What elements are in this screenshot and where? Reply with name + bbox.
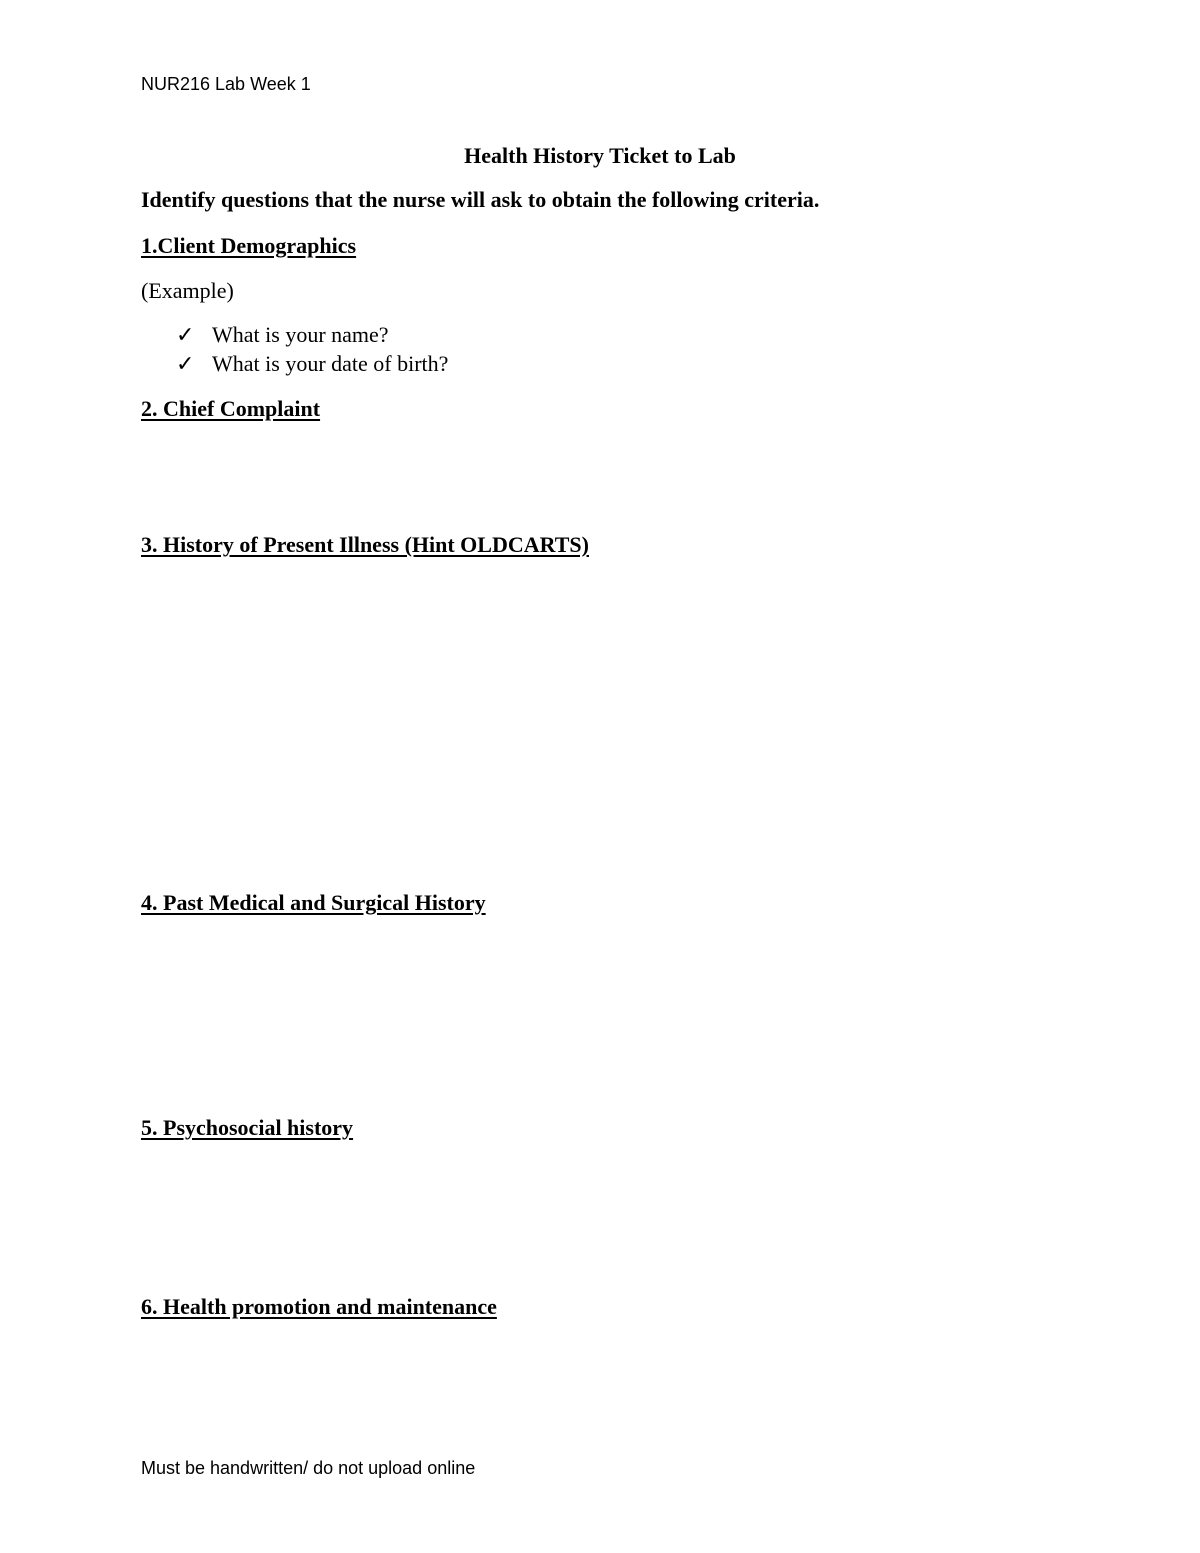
section-heading-psychosocial-history: 5. Psychosocial history [141, 1115, 354, 1140]
instructions-text: Identify questions that the nurse will ask to obtain the following criteria. [141, 187, 820, 212]
checkmark-icon: ✓ [176, 322, 195, 347]
section-heading-history-present-illness: 3. History of Present Illness (Hint OLDCARTS) [141, 532, 589, 557]
footer-note: Must be handwritten/ do not upload online [141, 1458, 476, 1478]
checkmark-icon: ✓ [176, 351, 195, 376]
page-header-course: NUR216 Lab Week 1 [141, 74, 311, 94]
section-heading-client-demographics: 1.Client Demographics [141, 233, 357, 258]
example-list-item [176, 351, 448, 377]
section-heading-chief-complaint: 2. Chief Complaint [141, 396, 321, 421]
example-list-item [176, 322, 389, 348]
example-label: (Example) [141, 278, 234, 303]
section-heading-health-promotion: 6. Health promotion and maintenance [141, 1294, 497, 1319]
example-question-birth-date: What is your date of birth? [212, 351, 449, 376]
section-heading-past-medical-surgical-history: 4. Past Medical and Surgical History [141, 890, 486, 915]
document-title: Health History Ticket to Lab [464, 143, 736, 168]
example-question-name: What is your name? [212, 322, 389, 347]
